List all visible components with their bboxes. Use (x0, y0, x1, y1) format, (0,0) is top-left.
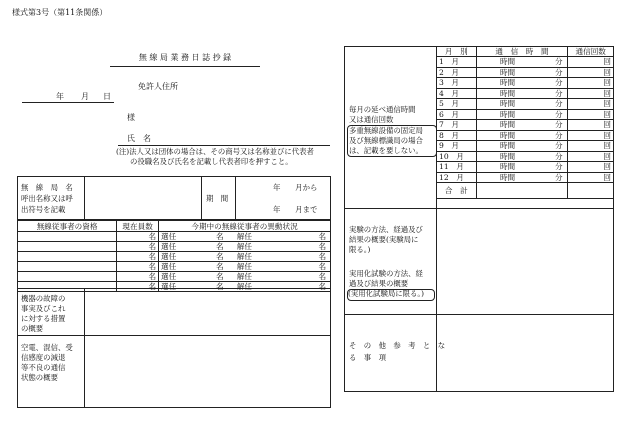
date-year: 年 (56, 92, 64, 101)
monthly-total-row (437, 183, 614, 199)
appointed-unit: 名 (216, 282, 224, 291)
monthly-row (437, 99, 614, 110)
title-underline (110, 66, 260, 67)
name-underline (118, 145, 330, 146)
total-count-cell[interactable] (568, 183, 614, 199)
count-cell[interactable]: 回 (568, 120, 614, 131)
count-cell[interactable]: 名 (117, 242, 159, 252)
dismissed-label: 解任 (236, 232, 253, 241)
monthly-side-label-1: 毎月の延べ通信時間 (349, 105, 416, 114)
hours-label: 時間 (499, 130, 516, 140)
monthly-row (437, 120, 614, 131)
month-cell: 5 月 (437, 99, 477, 110)
total-label: 合 計 (437, 183, 477, 199)
failure-label-1: 機器の故障の (21, 294, 66, 303)
change-cell[interactable] (159, 232, 331, 242)
time-cell[interactable] (476, 172, 568, 183)
month-cell: 4 月 (437, 88, 477, 99)
minutes-label: 分 (554, 109, 563, 119)
count-cell[interactable]: 回 (568, 67, 614, 78)
appointed-unit: 名 (216, 242, 224, 251)
name-label: 氏 名 (127, 134, 151, 143)
practical-test-label-3: (実用化試験局に限る。) (348, 289, 424, 298)
month-cell: 10 月 (437, 151, 477, 162)
minutes-label: 分 (554, 78, 563, 88)
qualification-cell[interactable] (18, 242, 117, 252)
monthly-side-note-1: 多重無線設備の固定局 (349, 126, 423, 135)
hours-label: 時間 (499, 67, 516, 77)
monthly-row (437, 109, 614, 120)
other-remarks-label-1: そ の 他 参 考 と な (349, 341, 446, 350)
staff-row (18, 262, 331, 272)
monthly-row (437, 57, 614, 68)
monthly-row (437, 67, 614, 78)
month-cell: 2 月 (437, 67, 477, 78)
monthly-row (437, 78, 614, 89)
appointed-label: 選任 (161, 262, 177, 271)
date-day: 日 (103, 92, 111, 101)
monthly-side-note-3: は、記載を要しない。 (349, 146, 423, 155)
time-cell[interactable] (476, 88, 568, 99)
experiment-label-2: 結果の概要(実験局に (349, 235, 419, 244)
failure-label-2: 事実及びこれ (21, 304, 66, 313)
minutes-label: 分 (554, 57, 563, 67)
interference-label-1: 空電、混信、受 (21, 343, 73, 352)
change-cell[interactable] (159, 272, 331, 282)
honorific: 様 (127, 113, 135, 122)
licensee-address-label: 免許人住所 (138, 82, 178, 91)
note-line-2: の役職名及び氏名を記載し代表者印を押すこと。 (130, 157, 293, 166)
time-cell[interactable] (476, 99, 568, 110)
monthly-row (437, 88, 614, 99)
dismissed-unit: 名 (318, 252, 327, 261)
monthly-side-label-2: 又は通信回数 (349, 115, 394, 124)
minutes-label: 分 (554, 99, 563, 109)
other-remarks-field[interactable] (441, 319, 609, 387)
minutes-label: 分 (554, 141, 563, 151)
dismissed-label: 解任 (236, 242, 253, 251)
dismissed-unit: 名 (318, 282, 327, 291)
count-cell[interactable]: 名 (117, 252, 159, 262)
monthly-section-divider (345, 208, 613, 209)
hours-label: 時間 (499, 88, 516, 98)
experiment-label-1: 実験の方法、経過及び (349, 225, 423, 234)
staff-row (18, 252, 331, 262)
month-cell: 8 月 (437, 130, 477, 141)
dismissed-unit: 名 (318, 272, 327, 281)
time-cell[interactable] (476, 120, 568, 131)
call-sign-label-2: 出符号を記載 (21, 205, 66, 214)
monthly-row (437, 141, 614, 152)
interference-label-2: 信感度の減退 (21, 353, 66, 362)
time-cell[interactable] (476, 141, 568, 152)
practical-test-label-1: 実用化試験の方法、経 (349, 269, 423, 278)
station-box (17, 176, 331, 220)
minutes-label: 分 (554, 172, 563, 182)
qualification-header: 無線従事者の資格 (18, 221, 117, 232)
count-cell[interactable]: 回 (568, 172, 614, 183)
month-cell: 6 月 (437, 109, 477, 120)
call-sign-label-1: 呼出名称又は呼 (21, 194, 73, 203)
monthly-table (436, 46, 614, 199)
station-name-label: 無 線 局 名 (21, 183, 73, 192)
experiment-section-divider (345, 314, 613, 315)
appointed-unit: 名 (216, 252, 224, 261)
count-cell[interactable]: 名 (117, 272, 159, 282)
dismissed-unit: 名 (318, 262, 327, 271)
reports-divider (18, 335, 330, 336)
hours-label: 時間 (499, 109, 516, 119)
time-cell[interactable] (476, 162, 568, 173)
hours-label: 時間 (499, 120, 516, 130)
reports-box (17, 288, 331, 408)
appointed-label: 選任 (161, 272, 177, 281)
dismissed-label: 解任 (236, 282, 253, 291)
reports-label-divider (84, 289, 85, 407)
appointed-label: 選任 (161, 252, 177, 261)
count-cell[interactable]: 名 (117, 232, 159, 242)
month-cell: 9 月 (437, 141, 477, 152)
period-label: 期 間 (206, 194, 229, 203)
monthly-row (437, 151, 614, 162)
monthly-row (437, 130, 614, 141)
time-cell[interactable] (476, 57, 568, 68)
minutes-label: 分 (554, 130, 563, 140)
dismissed-label: 解任 (236, 252, 253, 261)
dismissed-label: 解任 (236, 262, 253, 271)
hours-label: 時間 (499, 172, 516, 182)
dismissed-unit: 名 (318, 242, 327, 251)
qualification-cell[interactable] (18, 232, 117, 242)
appointed-label: 選任 (161, 242, 177, 251)
interference-field[interactable] (88, 339, 326, 403)
count-cell[interactable]: 名 (117, 282, 159, 292)
period-divider-left (201, 177, 202, 219)
monthly-row (437, 172, 614, 183)
count-cell[interactable]: 回 (568, 109, 614, 120)
appointed-unit: 名 (216, 272, 224, 281)
failure-label-3: に対する措置 (21, 314, 66, 323)
dismissed-label: 解任 (236, 272, 253, 281)
month-cell: 7 月 (437, 120, 477, 131)
date-underline (22, 102, 114, 103)
qualification-cell[interactable] (18, 252, 117, 262)
minutes-label: 分 (554, 162, 563, 172)
experiment-field[interactable] (441, 213, 609, 309)
count-cell[interactable]: 回 (568, 130, 614, 141)
time-cell[interactable] (476, 78, 568, 89)
other-remarks-label-2: る 事 項 (349, 353, 386, 362)
dismissed-unit: 名 (318, 232, 327, 241)
minutes-label: 分 (554, 67, 563, 77)
hours-label: 時間 (499, 151, 516, 161)
month-cell: 3 月 (437, 78, 477, 89)
failure-label-4: の概要 (21, 324, 44, 333)
minutes-label: 分 (554, 151, 563, 161)
interference-label-3: 等不良の通信 (21, 363, 66, 372)
qualification-cell[interactable] (18, 272, 117, 282)
month-header: 月 別 (437, 47, 477, 57)
change-cell[interactable] (159, 262, 331, 272)
count-cell[interactable]: 回 (568, 57, 614, 68)
hours-label: 時間 (499, 78, 516, 88)
month-cell: 1 月 (437, 57, 477, 68)
staff-table (17, 220, 331, 292)
failure-field[interactable] (88, 293, 326, 331)
appointed-label: 選任 (161, 232, 177, 241)
comm-time-header: 通 信 時 間 (476, 47, 568, 57)
form-label: 様式第3号（第11条関係） (12, 8, 108, 17)
hours-label: 時間 (499, 141, 516, 151)
period-from: 年 月から (273, 183, 318, 192)
practical-test-label-2: 過及び結果の概要 (349, 279, 409, 288)
time-cell[interactable] (476, 67, 568, 78)
hours-label: 時間 (499, 99, 516, 109)
count-cell[interactable]: 名 (117, 262, 159, 272)
count-cell[interactable]: 回 (568, 162, 614, 173)
page-title: 無 線 局 業 務 日 誌 抄 録 (138, 53, 232, 62)
change-cell[interactable] (159, 242, 331, 252)
change-cell[interactable] (159, 252, 331, 262)
staff-row (18, 232, 331, 242)
count-cell[interactable]: 回 (568, 78, 614, 89)
month-cell: 11 月 (437, 162, 477, 173)
month-cell: 12 月 (437, 172, 477, 183)
monthly-side-note-2: 及び無線標識局の場合 (349, 136, 423, 145)
experiment-label-3: 限る。) (349, 245, 371, 254)
time-cell[interactable] (476, 109, 568, 120)
total-time-cell[interactable] (476, 183, 568, 199)
appointed-label: 選任 (161, 282, 177, 291)
staff-row (18, 272, 331, 282)
time-cell[interactable] (476, 130, 568, 141)
count-cell[interactable]: 回 (568, 141, 614, 152)
time-cell[interactable] (476, 151, 568, 162)
note-line-1: (注)法人又は団体の場合は、その商号又は名称並びに代表者 (116, 147, 314, 156)
appointed-unit: 名 (216, 232, 224, 241)
date-month: 月 (81, 92, 89, 101)
interference-label-4: 状態の概要 (21, 373, 58, 382)
appointed-unit: 名 (216, 262, 224, 271)
monthly-row (437, 162, 614, 173)
period-to: 年 月まで (273, 205, 318, 214)
comm-count-header: 通信回数 (568, 47, 614, 57)
station-divider (84, 177, 85, 219)
current-count-header: 現在員数 (117, 221, 159, 232)
count-cell[interactable]: 回 (568, 151, 614, 162)
count-cell[interactable]: 回 (568, 99, 614, 110)
hours-label: 時間 (499, 162, 516, 172)
hours-label: 時間 (499, 57, 516, 67)
period-divider-right (235, 177, 236, 219)
minutes-label: 分 (554, 120, 563, 130)
count-cell[interactable]: 回 (568, 88, 614, 99)
staff-row (18, 242, 331, 252)
minutes-label: 分 (554, 88, 563, 98)
change-status-header: 今期中の無線従事者の異動状況 (159, 221, 331, 232)
qualification-cell[interactable] (18, 262, 117, 272)
